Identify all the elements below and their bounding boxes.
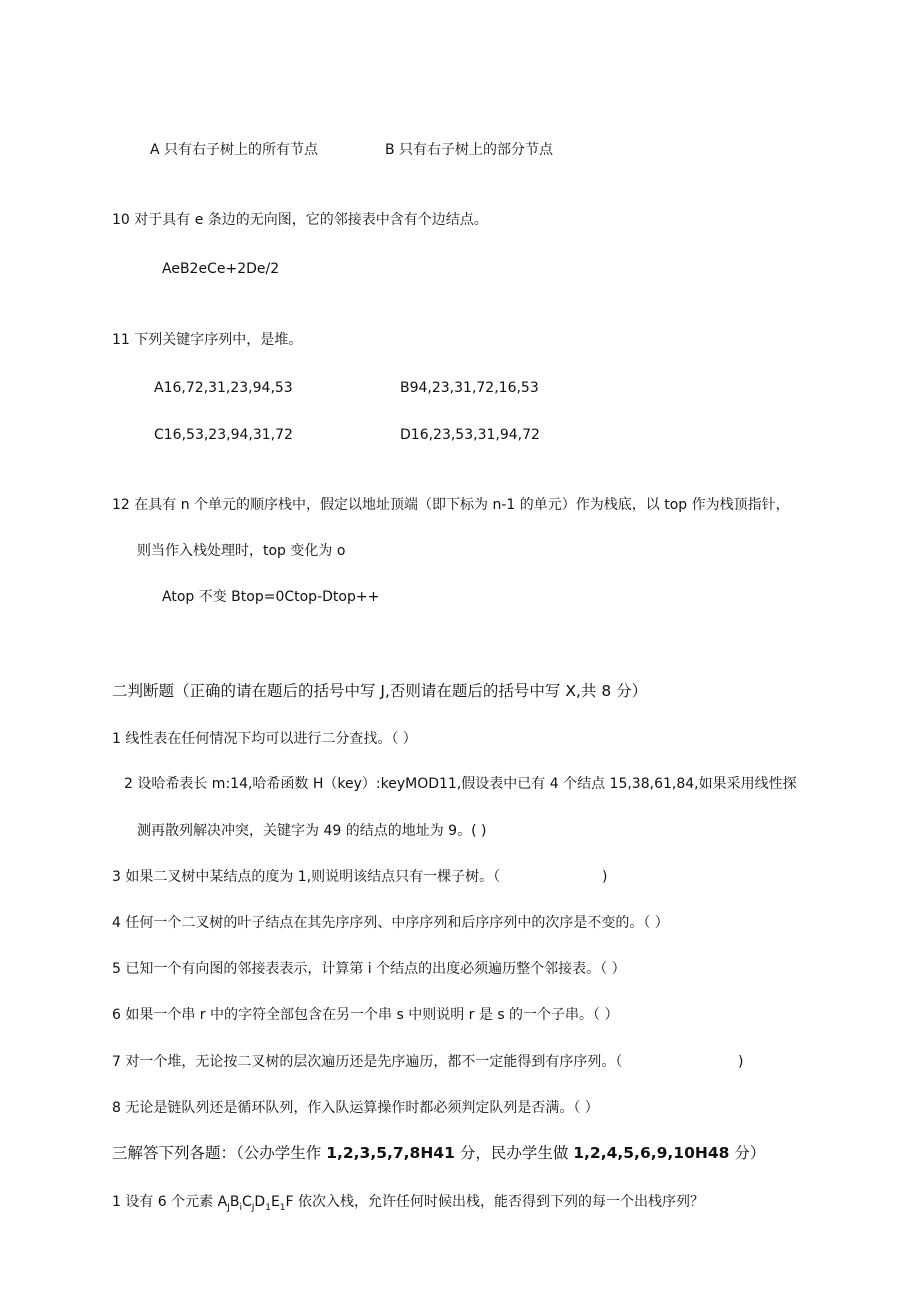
tf-item-7: 7 对一个堆，无论按二叉树的层次遍历还是先序遍历，都不一定能得到有序序列。（ <box>112 1054 623 1070</box>
q1-prefix: 1 设有 6 个元素 A <box>112 1194 228 1210</box>
section3-title-private-items: 1,2,4,5,6,9,10H48 <box>573 1144 730 1162</box>
q1-element-e: E <box>270 1194 280 1210</box>
tf-item-7-close-paren: ) <box>738 1054 744 1070</box>
q11-stem: 11 下列关键字序列中，是堆。 <box>112 332 303 348</box>
tf-item-2-line1: 2 设哈希表长 m:14,哈希函数 H（key）:keyMOD11,假设表中已有 4 个结点 15,38,61,84,如果采用线性探 <box>124 776 797 792</box>
q11-option-d: D16,23,53,31,94,72 <box>400 427 540 443</box>
q9-option-a: A 只有右子树上的所有节点 <box>150 142 319 158</box>
section3-title-mid: 分，民办学生做 <box>454 1144 574 1162</box>
q1-element-d: D <box>254 1194 266 1210</box>
section3-title-suffix: 分） <box>729 1144 766 1162</box>
tf-item-2-line2: 测再散列解决冲突，关键字为 49 的结点的地址为 9。( ) <box>137 823 487 839</box>
q1-sub-c: J <box>251 1203 255 1213</box>
tf-item-8: 8 无论是链队列还是循环队列，作入队运算操作时都必须判定队列是否满。（ ） <box>112 1100 599 1116</box>
section3-title-public-items: 1,2,3,5,7,8H41 <box>326 1144 455 1162</box>
q1-element-f: F <box>285 1194 294 1210</box>
section3-title <box>112 1143 765 1163</box>
q9-option-b: B 只有右子树上的部分节点 <box>385 142 554 158</box>
q12-stem-line2: 则当作入栈处理时，top 变化为 o <box>137 543 346 559</box>
tf-item-3-close-paren: ) <box>602 869 608 885</box>
section3-q1 <box>112 1192 704 1214</box>
q12-options: Atop 不变 Btop=0Ctop-Dtop++ <box>162 589 380 605</box>
q1-sub-b: i <box>239 1203 242 1213</box>
q11-option-b: B94,23,31,72,16,53 <box>400 380 539 396</box>
q11-option-c: C16,53,23,94,31,72 <box>154 427 293 443</box>
q1-sub-d: 1 <box>265 1203 271 1213</box>
tf-item-4: 4 任何一个二叉树的叶子结点在其先序序列、中序序列和后序序列中的次序是不变的。（ ） <box>112 915 669 931</box>
q11-option-a: A16,72,31,23,94,53 <box>154 380 293 396</box>
q10-stem: 10 对于具有 e 条边的无向图，它的邻接表中含有个边结点。 <box>112 212 488 228</box>
q1-element-c: C <box>241 1194 252 1210</box>
q1-sub-a: J <box>227 1203 230 1213</box>
tf-item-1: 1 线性表在任何情况下均可以进行二分查找。（ ） <box>112 731 417 747</box>
section3-title-prefix: 三解答下列各题：（公办学生作 <box>112 1144 327 1162</box>
q12-stem-line1: 12 在具有 n 个单元的顺序栈中，假定以地址顶端（即下标为 n-1 的单元）作为栈底，以 top 作为栈顶指针， <box>112 497 790 513</box>
q1-sub-e: 1 <box>279 1203 286 1213</box>
tf-item-6: 6 如果一个串 r 中的字符全部包含在另一个串 s 中则说明 r 是 s 的一个子串。（ ） <box>112 1007 619 1023</box>
section2-title: 二判断题（正确的请在题后的括号中写 J,否则请在题后的括号中写 X,共 8 分） <box>112 682 648 700</box>
q1-element-b: B <box>229 1194 240 1210</box>
q10-options: AeB2eCe+2De/2 <box>162 261 280 277</box>
q1-suffix: 依次入栈，允许任何时候出栈，能否得到下列的每一个出栈序列？ <box>293 1194 705 1210</box>
tf-item-5: 5 已知一个有向图的邻接表表示，计算第 i 个结点的出度必须遍历整个邻接表。（ ） <box>112 961 626 977</box>
tf-item-3: 3 如果二叉树中某结点的度为 1,则说明该结点只有一棵子树。（ <box>112 869 501 885</box>
